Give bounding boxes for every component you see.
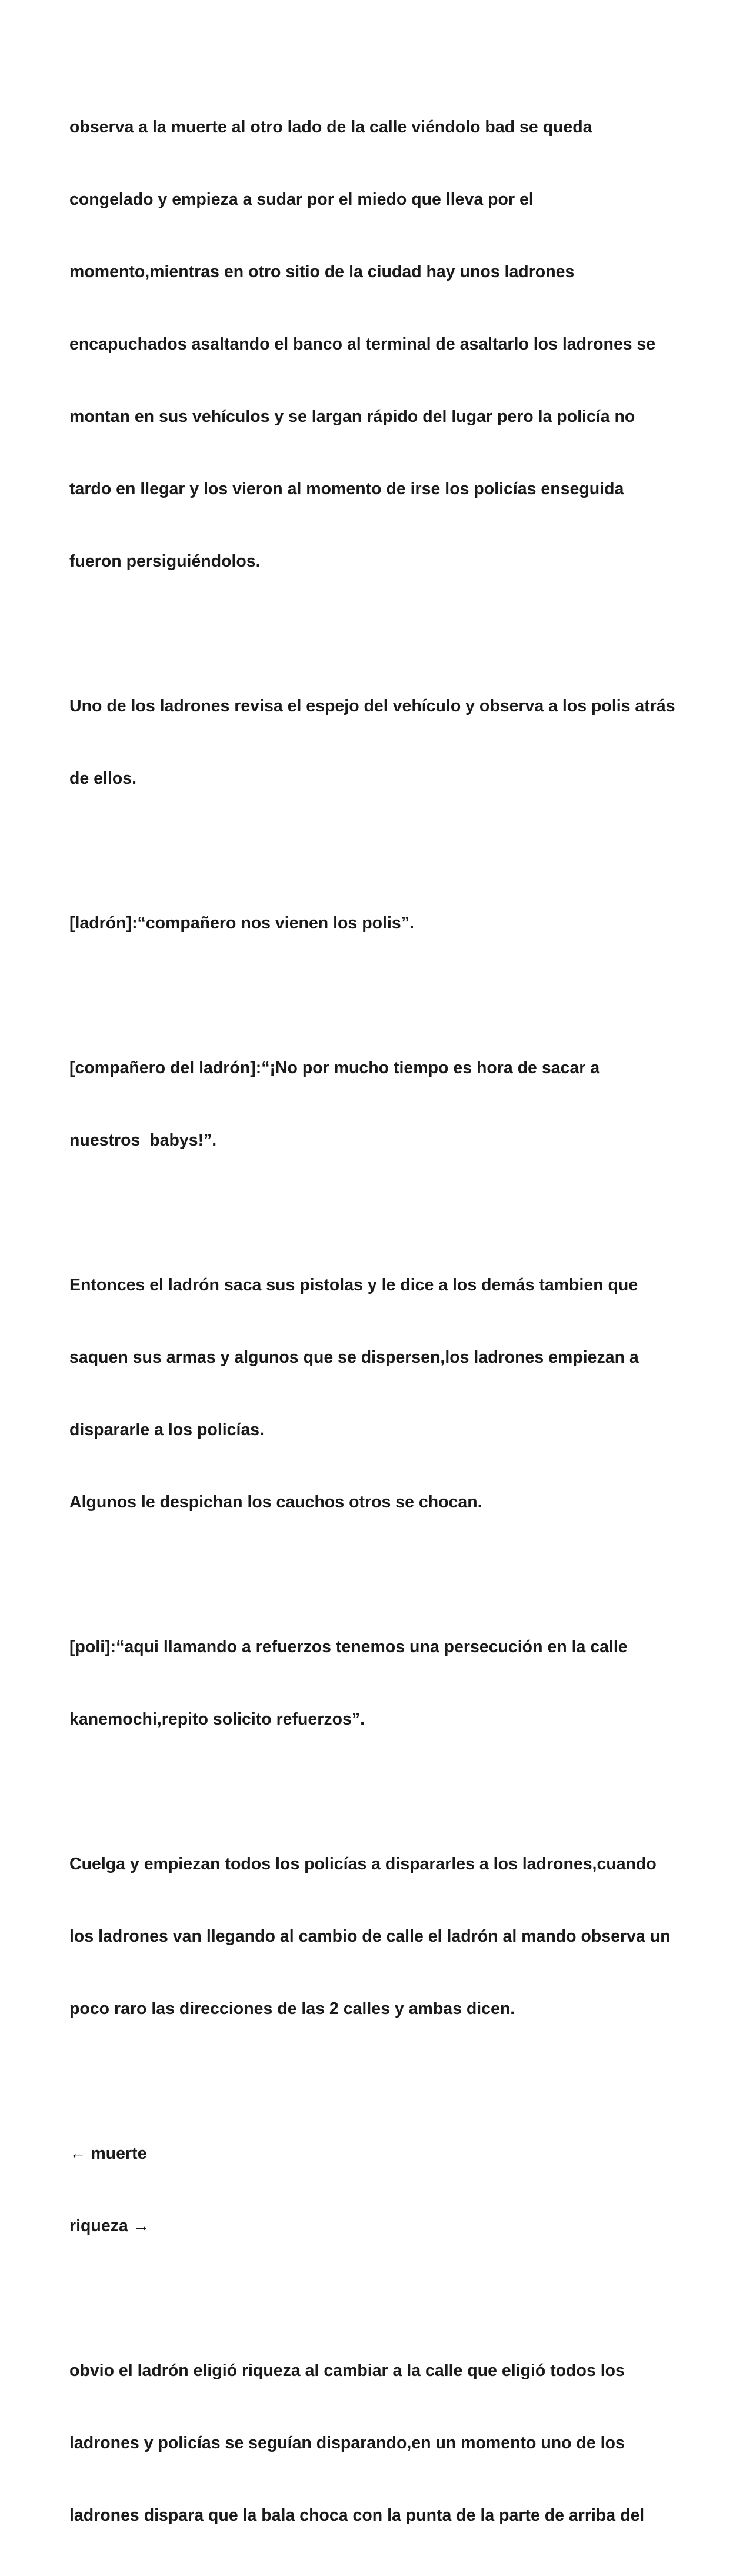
- text-line: [ladrón]:“compañero nos vienen los polis”.: [69, 914, 414, 933]
- sign-death: ← muerte: [69, 2144, 147, 2163]
- text-line: tardo en llegar y los vieron al momento de irse los policías enseguida: [69, 480, 624, 498]
- text-line: encapuchados asaltando el banco al terminal de asaltarlo los ladrones se: [69, 335, 656, 354]
- text-line: observa a la muerte al otro lado de la calle viéndolo bad se queda: [69, 118, 592, 137]
- street-signs: [69, 2094, 687, 2287]
- text-line: Uno de los ladrones revisa el espejo del vehículo y observa a los polis atrás: [69, 697, 675, 715]
- text-line: ladrones dispara que la bala choca con la punta de la parte de arriba del: [69, 2506, 645, 2525]
- text-line: [compañero del ladrón]:“¡No por mucho tiempo es hora de sacar a: [69, 1059, 600, 1077]
- text-line: kanemochi,repito solicito refuerzos”.: [69, 1710, 365, 1729]
- text-line: nuestros babys!”.: [69, 1131, 217, 1150]
- sign-wealth: riqueza →: [69, 2216, 150, 2235]
- text-line: montan en sus vehículos y se largan rápido del lugar pero la policía no: [69, 407, 635, 426]
- text-line: poco raro las direcciones de las 2 calles y ambas dicen.: [69, 1999, 515, 2018]
- text-line: obvio el ladrón eligió riqueza al cambiar a la calle que eligió todos los: [69, 2361, 625, 2380]
- paragraph-9: [69, 2311, 687, 2576]
- document-page: [69, 67, 687, 2576]
- text-line: saquen sus armas y algunos que se dispersen,los ladrones empiezan a: [69, 1348, 639, 1367]
- paragraph-2: [69, 646, 687, 839]
- text-line: dispararle a los policías.: [69, 1420, 265, 1439]
- text-line: [poli]:“aqui llamando a refuerzos tenemos una persecución en la calle: [69, 1638, 628, 1656]
- text-line: de ellos.: [69, 769, 137, 788]
- text-line: Entonces el ladrón saca sus pistolas y le dice a los demás tambien que: [69, 1276, 638, 1294]
- text-line: Cuelga y empiezan todos los policías a dispararles a los ladrones,cuando: [69, 1855, 657, 1873]
- text-line: ladrones y policías se seguían disparando,en un momento uno de los: [69, 2434, 625, 2452]
- text-line: Algunos le despichan los cauchos otros se chocan.: [69, 1493, 482, 1512]
- paragraph-1: [69, 67, 687, 622]
- text-line: congelado y empieza a sudar por el miedo que lleva por el: [69, 190, 534, 209]
- dialogue-thief-partner: [69, 1008, 687, 1201]
- dialogue-thief: [69, 863, 687, 984]
- text-line: fueron persiguiéndolos.: [69, 552, 261, 571]
- text-line: los ladrones van llegando al cambio de calle el ladrón al mando observa un: [69, 1927, 671, 1946]
- dialogue-police: [69, 1587, 687, 1780]
- paragraph-5: [69, 1225, 687, 1563]
- text-line: momento,mientras en otro sitio de la ciudad hay unos ladrones: [69, 262, 575, 281]
- paragraph-7: [69, 1804, 687, 2069]
